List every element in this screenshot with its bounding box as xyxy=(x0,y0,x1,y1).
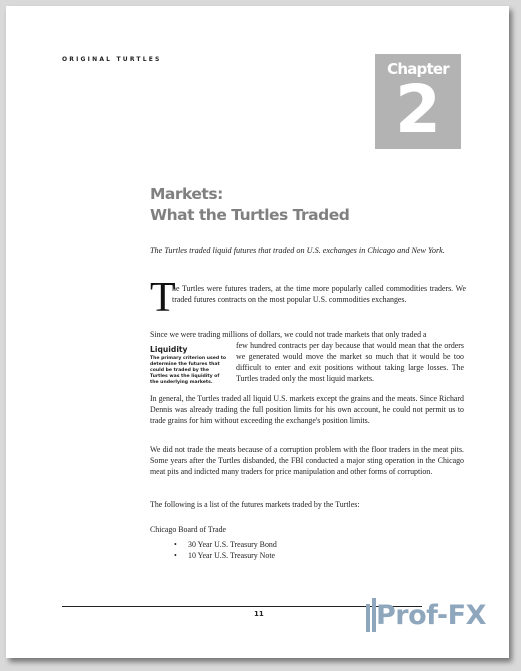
paragraph-2-rest: few hundred contracts per day because that would mean that the orders we generated would move the market so much that it would be too difficult to enter and exit positions without taking large losses. The Turtles traded only the most liquid markets. xyxy=(236,341,464,383)
list-item: • 10 Year U.S. Treasury Note xyxy=(174,550,277,561)
book-page xyxy=(6,6,509,658)
paragraph-3: In general, the Turtles traded all liquid U.S. markets except the grains and the meats. Since Richard Dennis was already trading the full position limits for his own account, he could not permit us to trade grains for him without exceeding the exchange's position limits. xyxy=(150,394,464,425)
chapter-intro: The Turtles traded liquid futures that traded on U.S. exchanges in Chicago and New York. xyxy=(150,246,445,255)
page-number: 11 xyxy=(254,610,264,618)
chapter-number: 2 xyxy=(395,71,441,148)
watermark-bar xyxy=(366,604,370,632)
watermark-text: Prof-FX xyxy=(376,600,486,631)
drop-cap: T xyxy=(150,275,176,321)
chapter-box xyxy=(375,54,461,149)
chapter-title-line1: Markets: xyxy=(150,185,223,203)
sidebar-note xyxy=(150,345,228,386)
paragraph-4: We did not trade the meats because of a corruption problem with the floor traders in the meat pits. Some years after the Turtles disbanded, the FBI conducted a major sting operation in the Chicago meat pits and indicted many traders for price manipulation and other forms of corruption. xyxy=(150,445,464,476)
running-head: ORIGINAL TURTLES xyxy=(62,56,162,63)
paragraph-6: Chicago Board of Trade xyxy=(150,525,227,534)
chapter-title xyxy=(150,184,349,226)
chapter-title-line2: What the Turtles Traded xyxy=(150,206,350,224)
chapter-label: Chapter xyxy=(387,60,449,78)
list-item: • 30 Year U.S. Treasury Bond xyxy=(174,539,277,550)
sidebar-heading: Liquidity xyxy=(150,345,188,354)
watermark xyxy=(364,594,494,638)
paragraph-5: The following is a list of the futures markets traded by the Turtles: xyxy=(150,500,360,509)
sidebar-text: The primary criterion used to determine the futures that could be traded by the Turtles was the liquidity of the underlying markets. xyxy=(150,356,227,385)
paragraph-1: he Turtles were futures traders, at the time more popularly called commodities traders. We traded futures contracts on the most popular U.S. commodities exchanges. xyxy=(172,284,466,304)
market-list xyxy=(174,539,277,561)
paragraph-2-lead: Since we were trading millions of dollars, we could not trade markets that only traded a xyxy=(150,330,427,339)
